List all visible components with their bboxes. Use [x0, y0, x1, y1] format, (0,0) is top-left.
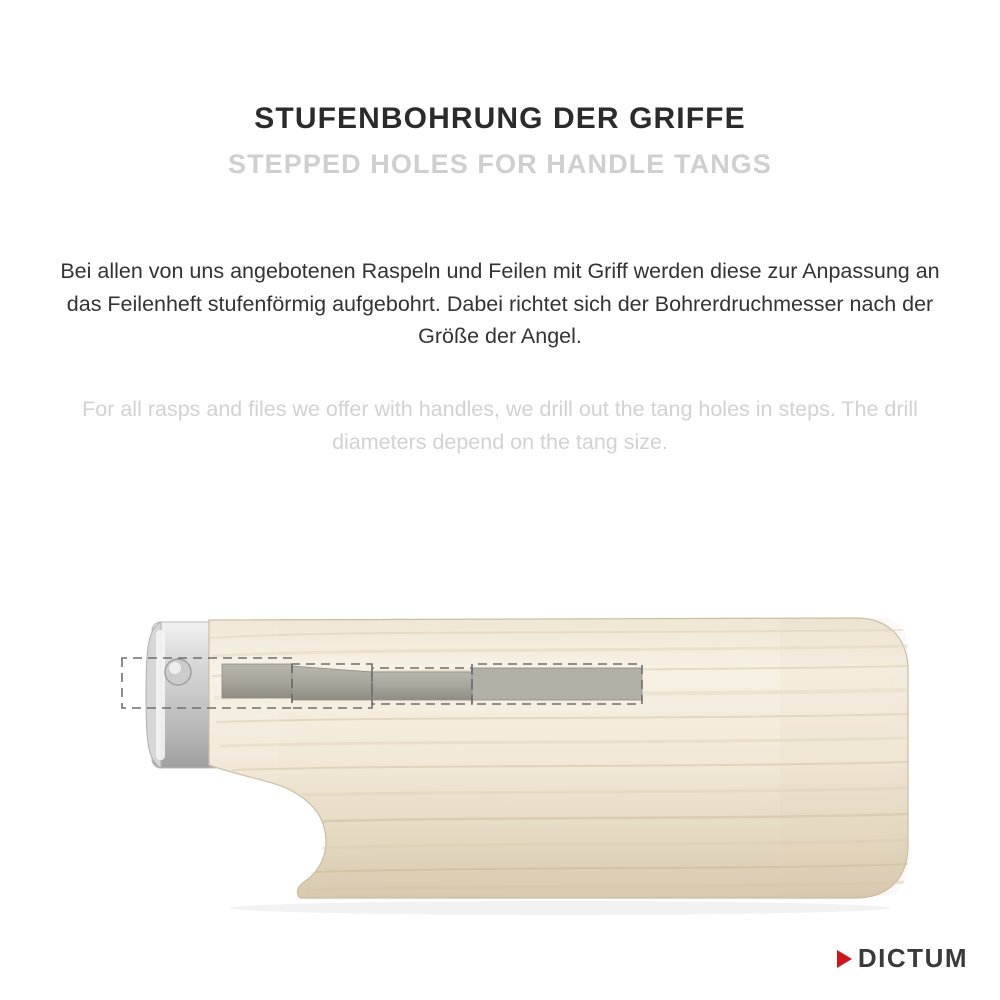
logo-triangle-icon	[837, 950, 852, 968]
page-title-de: STUFENBOHRUNG DER GRIFFE	[254, 102, 746, 135]
paragraph-de: Bei allen von uns angebotenen Raspeln und Feilen mit Griff werden diese zur Anpassung an das Feilenheft stufenförmig aufgebohrt. Dabei richtet sich der Bohrerdruchmesser nach der Größe der Angel.	[60, 259, 940, 349]
handle-shadow	[230, 901, 890, 915]
ash-wood-handle	[208, 610, 910, 910]
dictum-logo	[837, 943, 968, 974]
body-text-block	[60, 255, 940, 458]
handle-illustration	[0, 560, 1000, 920]
paragraph-en: For all rasps and files we offer with handles, we drill out the tang holes in steps. The drill diameters depend on the tang size.	[82, 397, 918, 454]
logo-text: DICTUM	[857, 943, 968, 973]
handle-illustration-svg	[0, 560, 1000, 920]
heading-block	[0, 100, 1000, 181]
page-title-en: STEPPED HOLES FOR HANDLE TANGS	[227, 148, 773, 179]
